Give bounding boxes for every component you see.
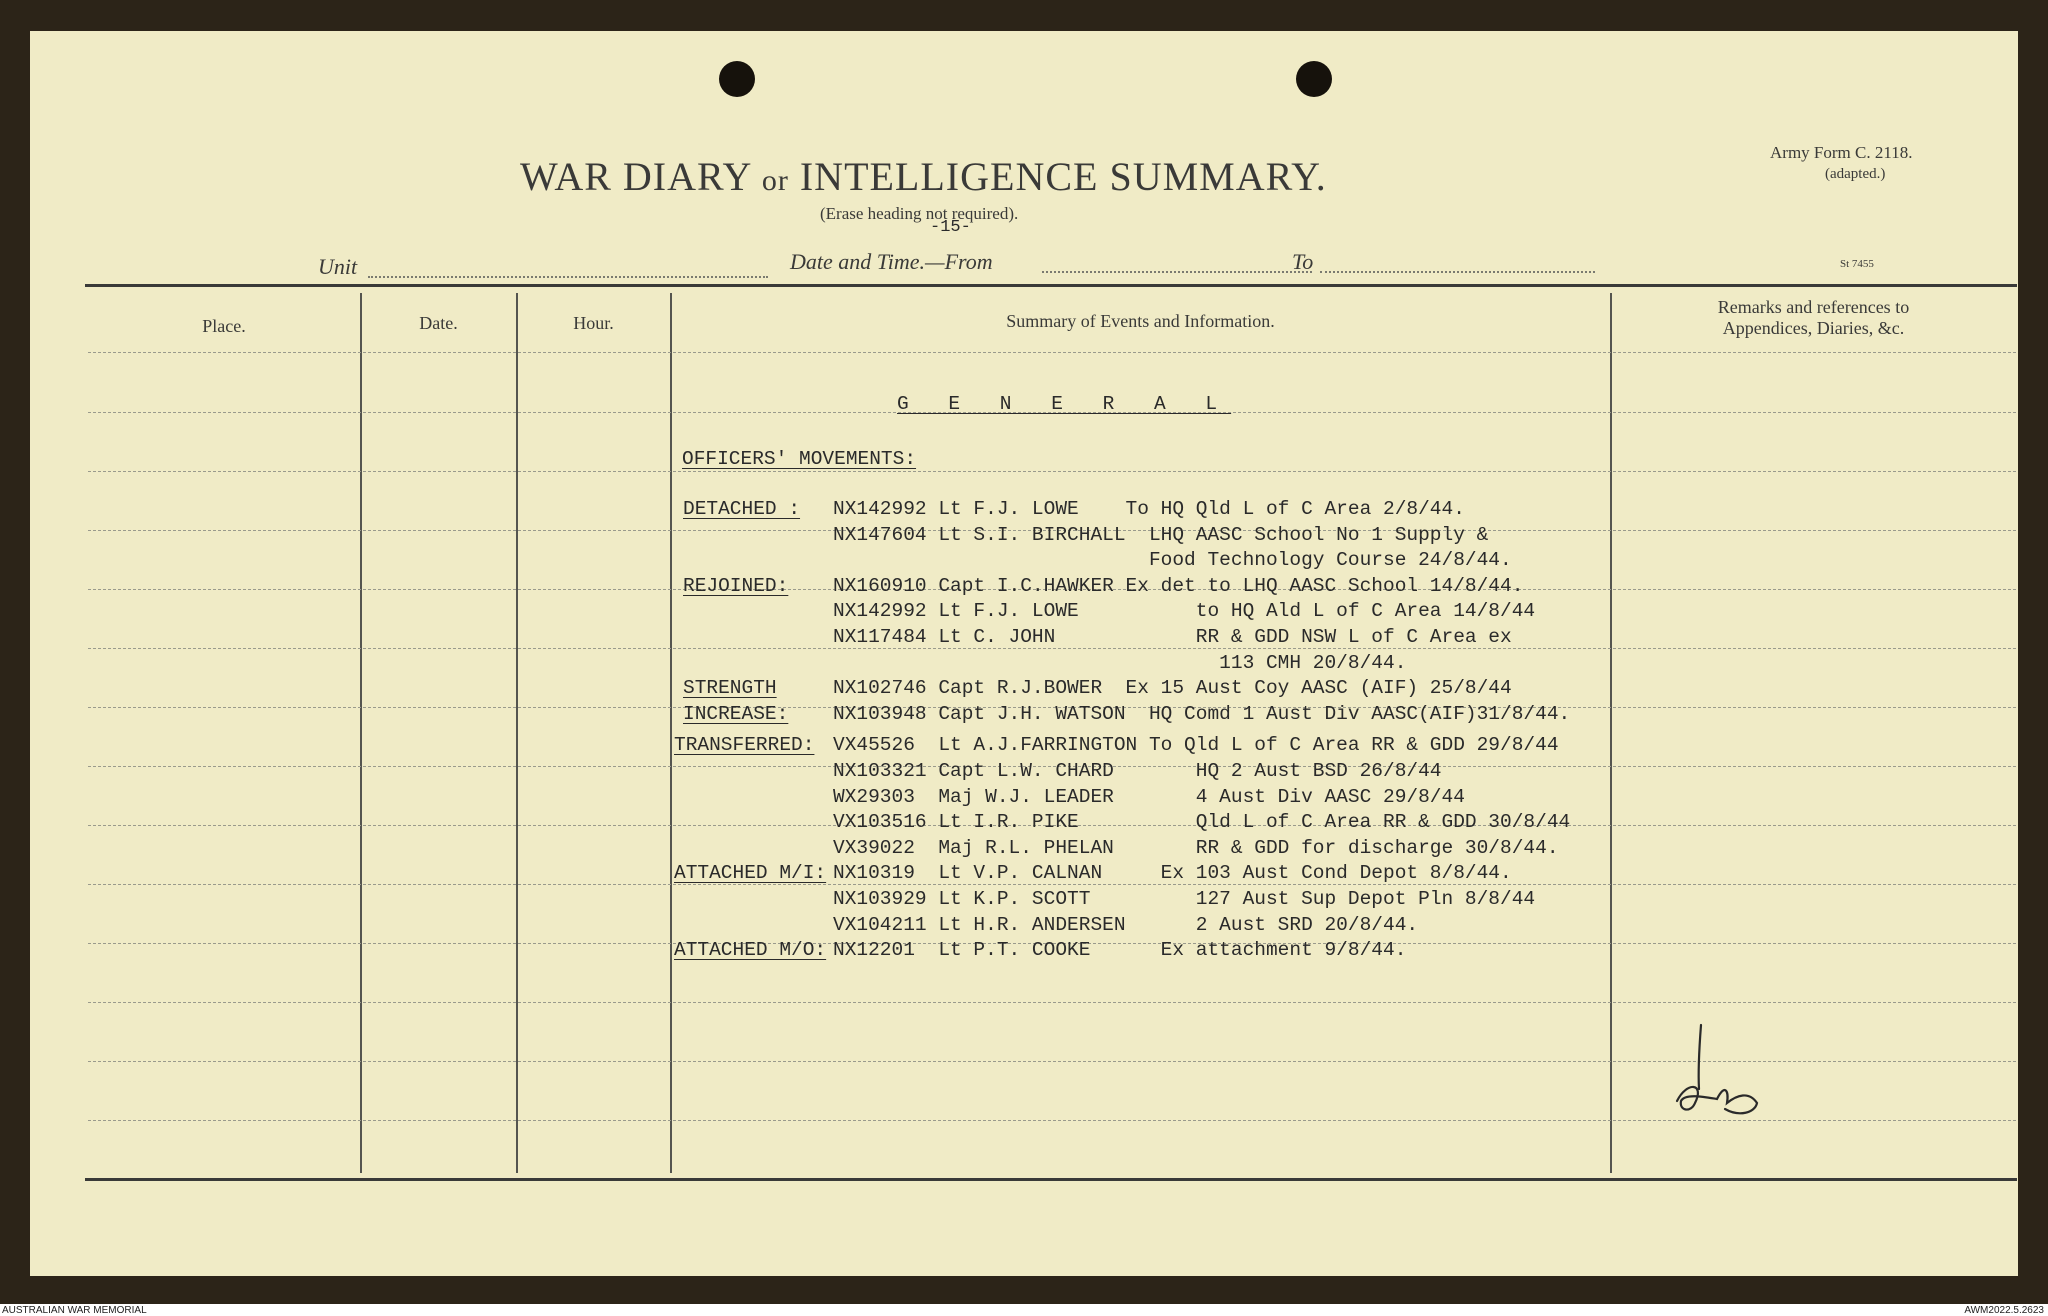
header-remarks — [1611, 297, 2016, 339]
unit-field — [368, 276, 768, 278]
header-remarks-line2: Appendices, Diaries, &c. — [1722, 318, 1905, 338]
date-from-field — [1042, 271, 1312, 273]
signature — [1665, 1021, 1775, 1131]
entry-line: NX142992 Lt F.J. LOWE to HQ Ald L of C Area 14/8/44 — [833, 600, 1536, 623]
entry-line: NX160910 Capt I.C.HAWKER Ex det to LHQ AASC School 14/8/44. — [833, 574, 1524, 597]
stock-code: St 7455 — [1840, 258, 1874, 270]
entry-category-label: STRENGTH — [683, 677, 777, 700]
ruled-line — [88, 352, 2016, 353]
entry-line: VX104211 Lt H.R. ANDERSEN 2 Aust SRD 20/8/44. — [833, 913, 1419, 936]
entry-line: VX103516 Lt I.R. PIKE Qld L of C Area RR & GDD 30/8/44 — [833, 811, 1571, 834]
entry-line: 113 CMH 20/8/44. — [833, 651, 1407, 674]
header-summary: Summary of Events and Information. — [1006, 311, 1275, 331]
entry-line: NX103929 Lt K.P. SCOTT 127 Aust Sup Depot Pln 8/8/44 — [833, 888, 1536, 910]
ruled-line — [88, 648, 2016, 649]
header-date: Date. — [419, 313, 458, 333]
army-form-number: Army Form C. 2118. — [1770, 143, 1913, 162]
erase-note: (Erase heading not required). — [820, 204, 1019, 223]
entry-line: NX147604 Lt S.I. BIRCHALL LHQ AASC School No 1 Supply & — [833, 523, 1489, 546]
column-divider-place — [360, 293, 362, 1173]
entry-line: NX117484 Lt C. JOHN RR & GDD NSW L of C Area ex — [833, 626, 1512, 648]
column-divider-hour — [670, 293, 672, 1173]
punch-hole-left — [719, 61, 755, 97]
entry-line: WX29303 Maj W.J. LEADER 4 Aust Div AASC 29/8/44 — [833, 785, 1465, 808]
entry-category-label: ATTACHED M/O: — [674, 939, 827, 962]
column-divider-date — [516, 293, 518, 1173]
column-divider-summary — [1610, 293, 1612, 1173]
ruled-line — [88, 1002, 2016, 1003]
header-hour: Hour. — [573, 313, 614, 333]
page-number: -15- — [930, 218, 971, 237]
table-top-rule — [85, 284, 2017, 287]
entry-category-label: INCREASE: — [683, 702, 789, 725]
entry-line: NX12201 Lt P.T. COOKE Ex attachment 9/8/44. — [833, 939, 1407, 962]
entry-category-label: TRANSFERRED: — [674, 734, 815, 757]
entry-line: VX45526 Lt A.J.FARRINGTON To Qld L of C Area RR & GDD 29/8/44 — [833, 734, 1559, 757]
header-remarks-line1: Remarks and references to — [1717, 297, 1910, 317]
entry-category-label: DETACHED : — [683, 498, 801, 520]
war-diary-sheet — [30, 31, 2018, 1276]
adapted-note: (adapted.) — [1825, 166, 1886, 182]
entry-line: NX10319 Lt V.P. CALNAN Ex 103 Aust Cond Depot 8/8/44. — [833, 862, 1512, 885]
entry-category-label: ATTACHED M/I: — [674, 862, 827, 885]
entry-line: VX39022 Maj R.L. PHELAN RR & GDD for discharge 30/8/44. — [833, 836, 1559, 859]
entry-category-label: REJOINED: — [683, 574, 789, 597]
form-title — [520, 153, 1327, 200]
to-label: To — [1292, 249, 1314, 274]
date-to-field — [1320, 271, 1595, 273]
title-war-diary: WAR DIARY — [520, 154, 751, 199]
officers-movements-subheading: OFFICERS' MOVEMENTS: — [682, 448, 917, 470]
entry-line: NX142992 Lt F.J. LOWE To HQ Qld L of C Area 2/8/44. — [833, 498, 1465, 520]
entry-line: NX103948 Capt J.H. WATSON HQ Comd 1 Aust Div AASC(AIF)31/8/44. — [833, 702, 1571, 725]
header-place: Place. — [202, 316, 246, 336]
footer-credit: AUSTRALIAN WAR MEMORIAL — [2, 1305, 147, 1316]
entry-line: NX103321 Capt L.W. CHARD HQ 2 Aust BSD 26/8/44 — [833, 760, 1442, 782]
entry-line: Food Technology Course 24/8/44. — [833, 549, 1512, 572]
date-time-label: Date and Time.—From — [790, 249, 993, 274]
section-heading: G E N E R A L — [897, 393, 1232, 415]
entry-line: NX102746 Capt R.J.BOWER Ex 15 Aust Coy AASC (AIF) 25/8/44 — [833, 677, 1512, 700]
title-intelligence-summary: INTELLIGENCE SUMMARY. — [799, 154, 1327, 199]
title-or: or — [761, 164, 789, 197]
punch-hole-right — [1296, 61, 1332, 97]
table-bottom-rule — [85, 1178, 2017, 1181]
footer-accession: AWM2022.5.2623 — [1964, 1305, 2044, 1316]
ruled-line — [88, 471, 2016, 472]
unit-label: Unit — [318, 254, 358, 279]
